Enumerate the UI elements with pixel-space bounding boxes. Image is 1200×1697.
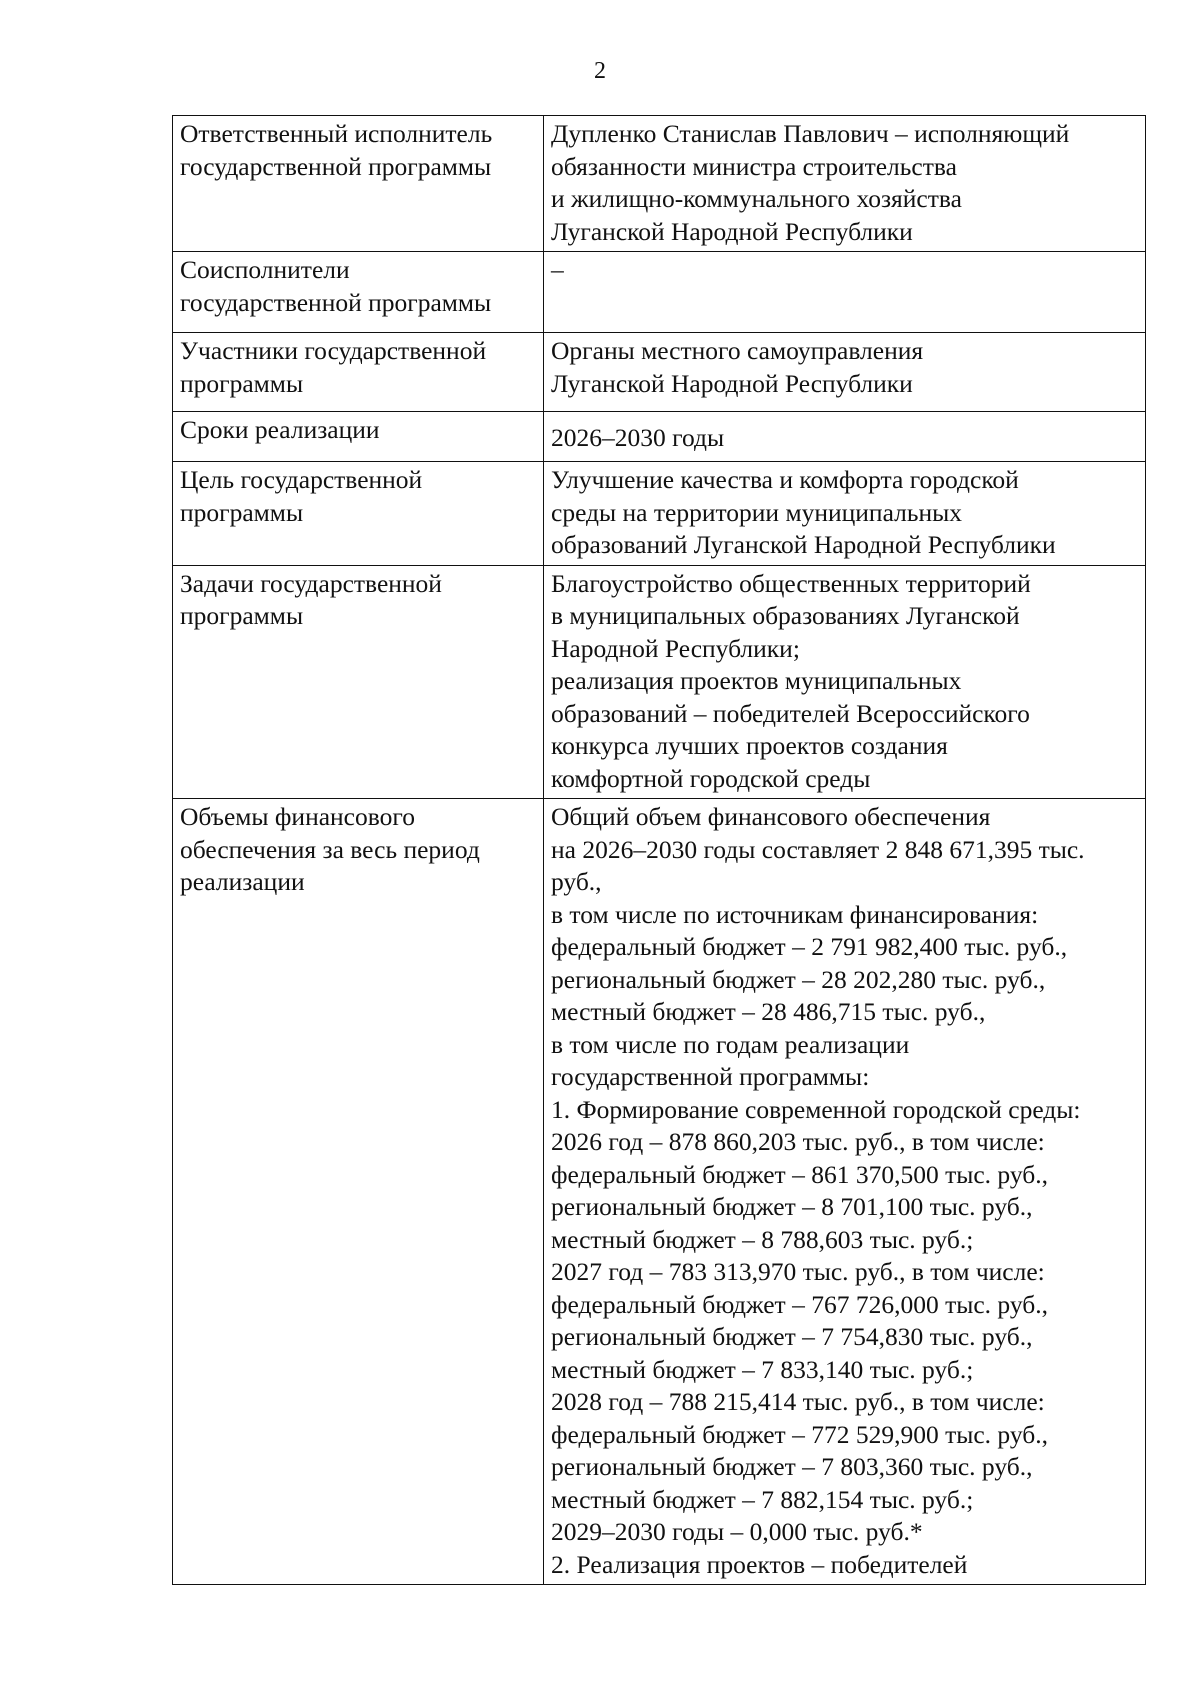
table-row-participants [173,333,1146,412]
table-row-responsible-executor [173,116,1146,252]
row-value-program-goal: Улучшение качества и комфорта городской среды на территории муниципальных образований Луганской Народной Республики [544,462,1146,566]
row-value-participants: Органы местного самоуправления Луганской Народной Республики [544,333,1146,412]
page-number: 2 [594,58,606,84]
program-passport-table [172,115,1146,1585]
row-label-program-goal: Цель государственной программы [173,462,544,566]
row-label-program-tasks: Задачи государственной программы [173,565,544,799]
table-row-implementation-period [173,412,1146,462]
row-label-financing-volume: Объемы финансового обеспечения за весь период реализации [173,799,544,1585]
table-row-co-executors [173,252,1146,333]
row-value-responsible-executor: Дупленко Станислав Павлович – исполняющий обязанности министра строительства и жилищно-коммунального хозяйства Луганской Народной Республики [544,116,1146,252]
row-label-co-executors: Соисполнители государственной программы [173,252,544,333]
table-row-financing-volume [173,799,1146,1585]
row-value-program-tasks: Благоустройство общественных территорий в муниципальных образованиях Луганской Народной Республики; реализация проектов муниципальных образований – победителей Всероссийского конкурса лучших проектов создания комфортной городской среды [544,565,1146,799]
table-row-program-tasks [173,565,1146,799]
row-value-financing-volume: Общий объем финансового обеспечения на 2026–2030 годы составляет 2 848 671,395 тыс. руб., в том числе по источникам финансирования: федеральный бюджет – 2 791 982,400 тыс. руб., региональный бюджет – 28 202,280 тыс. руб., местный бюджет – 28 486,715 тыс. руб., в том числе по годам реализации государственной программы: 1. Формирование современной городской среды: 2026 год – 878 860,203 тыс. руб., в том числе: федеральный бюджет – 861 370,500 тыс. руб., региональный бюджет – 8 701,100 тыс. руб., местный бюджет – 8 788,603 тыс. руб.; 2027 год – 783 313,970 тыс. руб., в том числе: федеральный бюджет – 767 726,000 тыс. руб., региональный бюджет – 7 754,830 тыс. руб., местный бюджет – 7 833,140 тыс. руб.; 2028 год – 788 215,414 тыс. руб., в том числе: федеральный бюджет – 772 529,900 тыс. руб., региональный бюджет – 7 803,360 тыс. руб., местный бюджет – 7 882,154 тыс. руб.; 2029–2030 годы – 0,000 тыс. руб.* 2. Реализация проектов – победителей [544,799,1146,1585]
row-label-implementation-period: Сроки реализации [173,412,544,462]
row-label-participants: Участники государственной программы [173,333,544,412]
table-row-program-goal [173,462,1146,566]
row-value-co-executors: – [544,252,1146,333]
row-label-responsible-executor: Ответственный исполнитель государственной программы [173,116,544,252]
row-value-implementation-period: 2026–2030 годы [544,412,1146,462]
